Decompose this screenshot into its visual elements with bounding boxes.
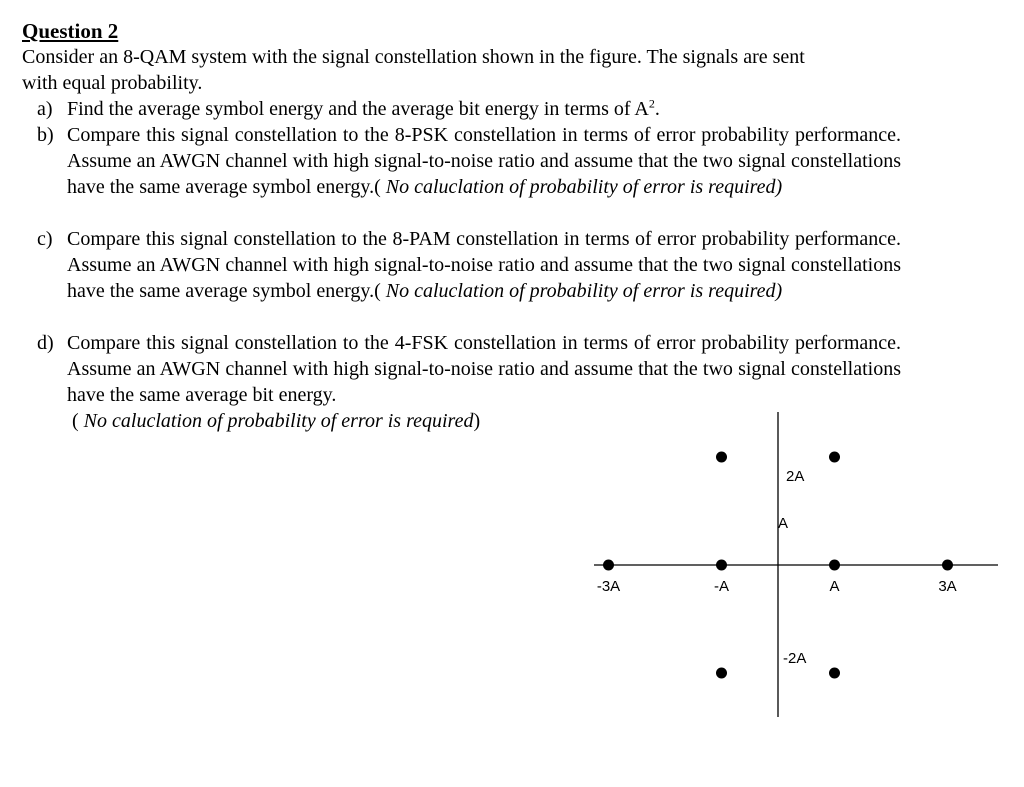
part-d-note: ( No caluclation of probability of error is required) xyxy=(72,410,481,432)
signal-point xyxy=(716,560,727,571)
part-c-note: No caluclation of probability of error is required) xyxy=(385,280,783,302)
signal-point xyxy=(716,452,727,463)
part-c-marker: c) xyxy=(37,228,53,250)
signal-point xyxy=(716,668,727,679)
x-tick-label: 3A xyxy=(938,578,957,595)
part-a-marker: a) xyxy=(37,98,53,120)
signal-point xyxy=(603,560,614,571)
signal-point xyxy=(942,560,953,571)
x-tick-labels xyxy=(597,578,957,595)
y-tick-label: 2A xyxy=(786,468,805,485)
question-heading: Question 2 xyxy=(22,19,119,43)
part-a-text: Find the average symbol energy and the average bit energy in terms of $A^2$. xyxy=(67,96,660,120)
signal-point xyxy=(829,668,840,679)
intro-line-2: with equal probability. xyxy=(22,72,203,94)
x-tick-label: A xyxy=(829,578,840,595)
x-tick-label: -A xyxy=(714,578,729,595)
superscript-exponent: 2 xyxy=(648,96,655,111)
y-tick-label: -2A xyxy=(783,650,807,667)
part-b-marker: b) xyxy=(37,124,54,146)
part-b-note: No caluclation of probability of error is required) xyxy=(385,176,783,198)
part-b-text: Compare this signal constellation to the 8-PSK constellation in terms of error probability performance. Assume an AWGN channel with high signal-to-noise ratio and assume that the two signal constellations have the same average symbol energy.( No caluclation of probability of error is required) xyxy=(67,124,901,198)
x-tick-label: -3A xyxy=(596,578,621,595)
y-tick-label: A xyxy=(778,515,789,532)
signal-point xyxy=(829,560,840,571)
part-d-marker: d) xyxy=(37,332,54,354)
intro-line-1: Consider an 8-QAM system with the signal constellation shown in the figure. The signals are sent xyxy=(22,46,805,68)
part-c-text: Compare this signal constellation to the 8-PAM constellation in terms of error probability performance. Assume an AWGN channel with high signal-to-noise ratio and assume that the two signal constellations have the same average symbol energy.( No caluclation of probability of error is required) xyxy=(67,228,901,302)
part-d-text: Compare this signal constellation to the 4-FSK constellation in terms of error probability performance. Assume an AWGN channel with high signal-to-noise ratio and assume that the two signal constellations have the same average bit energy. xyxy=(67,332,901,406)
y-tick-labels xyxy=(778,468,806,667)
signal-point xyxy=(829,452,840,463)
